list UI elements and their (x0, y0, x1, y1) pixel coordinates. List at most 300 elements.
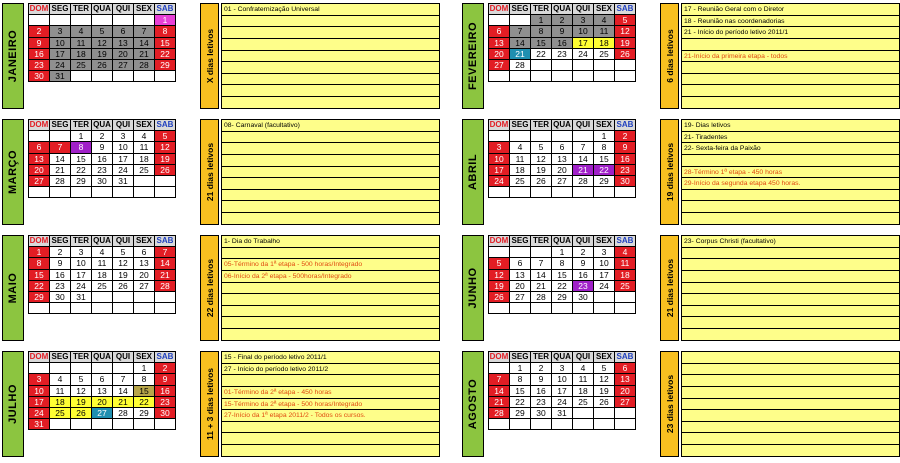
day-cell (50, 131, 71, 142)
note-line (682, 213, 899, 225)
weekday-header: SEX (594, 120, 615, 131)
weekday-header: DOM (489, 120, 509, 130)
month-block-7 (462, 351, 900, 457)
weekday-header: SEX (134, 120, 155, 131)
day-cell: 26 (92, 59, 113, 70)
day-cell: 1 (155, 15, 176, 26)
day-cell: 10 (573, 26, 594, 37)
note-line: 05-Término da 1ª etapa - 500 horas/Integrado (222, 259, 439, 271)
weekday-header: SAB (615, 4, 636, 15)
day-cell: 20 (134, 269, 155, 280)
day-cell: 5 (113, 247, 134, 258)
school-days-count (660, 119, 679, 225)
day-cell (29, 363, 50, 374)
weekday-header: SAB (615, 236, 636, 247)
day-cell: 3 (489, 142, 510, 153)
day-cell (531, 187, 552, 198)
day-cell (134, 187, 155, 198)
day-cell: 3 (50, 26, 71, 37)
day-cell: 2 (50, 247, 71, 258)
day-cell (489, 363, 510, 374)
day-cell: 12 (489, 269, 510, 280)
day-cell (29, 15, 50, 26)
weekday-header: QUI (573, 120, 594, 131)
day-cell: 13 (134, 258, 155, 269)
day-cell (594, 187, 615, 198)
day-cell: 15 (552, 269, 573, 280)
school-days-text: 19 dias letivos (664, 142, 675, 202)
month-name-label (2, 351, 24, 457)
weekday-header: SAB (615, 120, 636, 131)
note-line (682, 375, 899, 387)
day-cell (594, 303, 615, 314)
note-line (222, 422, 439, 434)
day-cell (615, 59, 636, 70)
day-cell: 17 (113, 153, 134, 164)
day-cell: 29 (510, 407, 531, 418)
day-cell: 19 (92, 48, 113, 59)
day-cell: 5 (71, 374, 92, 385)
month-notes (221, 119, 440, 225)
month-notes (681, 235, 900, 341)
month-day-grid (28, 3, 176, 82)
day-cell (510, 247, 531, 258)
school-days-count (660, 351, 679, 457)
day-cell: 1 (510, 363, 531, 374)
day-cell: 18 (573, 385, 594, 396)
day-cell (552, 187, 573, 198)
day-cell: 30 (29, 71, 50, 82)
note-line: 28-Término 1ª etapa - 450 horas (682, 167, 899, 179)
day-cell: 24 (489, 175, 510, 186)
weekday-header: QUA (93, 120, 111, 130)
weekday-header: QUI (113, 236, 134, 247)
day-cell (134, 291, 155, 302)
note-line (682, 329, 899, 341)
note-line (682, 155, 899, 167)
weekday-header: TER (71, 120, 92, 131)
note-line (682, 248, 899, 260)
weekday-header: SEG (510, 4, 531, 15)
day-cell: 20 (615, 385, 636, 396)
day-cell (71, 363, 92, 374)
day-cell: 6 (552, 142, 573, 153)
day-cell: 25 (615, 280, 636, 291)
month-name-text: JUNHO (467, 267, 479, 309)
day-cell: 31 (113, 175, 134, 186)
day-cell (155, 303, 176, 314)
day-cell: 19 (71, 396, 92, 407)
day-cell (531, 131, 552, 142)
school-days-text: 23 dias letivos (664, 374, 675, 434)
day-cell: 6 (92, 374, 113, 385)
day-cell: 12 (155, 142, 176, 153)
day-cell: 26 (71, 407, 92, 418)
day-cell: 24 (71, 280, 92, 291)
day-cell: 28 (489, 407, 510, 418)
weekday-header: QUA (93, 4, 111, 14)
day-cell: 3 (29, 374, 50, 385)
day-cell: 13 (615, 374, 636, 385)
day-cell: 23 (29, 59, 50, 70)
note-line (682, 259, 899, 271)
day-cell (71, 15, 92, 26)
note-line (222, 51, 439, 63)
note-line (682, 39, 899, 51)
day-cell (615, 303, 636, 314)
day-cell: 26 (113, 280, 134, 291)
day-cell: 15 (29, 269, 50, 280)
day-cell: 30 (50, 291, 71, 302)
note-line (682, 190, 899, 202)
day-cell: 28 (510, 59, 531, 70)
day-cell: 10 (552, 374, 573, 385)
day-cell: 21 (531, 280, 552, 291)
day-cell: 30 (92, 175, 113, 186)
school-days-count (200, 3, 219, 109)
weekday-header: QUA (553, 120, 571, 130)
note-line: 21-Início da primeira etapa - todos (682, 51, 899, 63)
day-cell: 21 (50, 164, 71, 175)
weekday-header: SEX (594, 4, 615, 15)
note-line (222, 39, 439, 51)
note-line (682, 62, 899, 74)
day-cell: 4 (615, 247, 636, 258)
day-cell: 26 (155, 164, 176, 175)
weekday-header: DOM (29, 236, 49, 246)
note-line (222, 167, 439, 179)
day-cell: 14 (531, 269, 552, 280)
weekday-header: SEX (134, 4, 155, 15)
note-line (222, 62, 439, 74)
day-cell: 28 (113, 407, 134, 418)
day-cell: 28 (134, 59, 155, 70)
month-notes (221, 351, 440, 457)
weekday-header: SAB (155, 352, 176, 363)
day-cell (510, 15, 531, 26)
day-cell (552, 131, 573, 142)
day-cell: 25 (50, 407, 71, 418)
day-cell: 6 (134, 247, 155, 258)
day-cell (155, 175, 176, 186)
note-line: 23- Corpus Christi (facultativo) (682, 236, 899, 248)
day-cell: 5 (615, 15, 636, 26)
day-cell: 2 (92, 131, 113, 142)
day-cell (489, 247, 510, 258)
note-line (682, 85, 899, 97)
note-line: 27 - Início do período letivo 2011/2 (222, 364, 439, 376)
day-cell: 2 (29, 26, 50, 37)
day-cell: 12 (531, 153, 552, 164)
weekday-header: SEG (50, 236, 71, 247)
day-cell: 17 (552, 385, 573, 396)
day-cell (594, 419, 615, 430)
note-line (682, 352, 899, 364)
day-cell: 1 (29, 247, 50, 258)
month-day-grid (28, 351, 176, 430)
day-cell: 23 (615, 164, 636, 175)
weekday-header: QUI (573, 236, 594, 247)
day-cell: 24 (29, 407, 50, 418)
month-name-label (462, 119, 484, 225)
note-line (222, 248, 439, 260)
day-cell (92, 71, 113, 82)
day-cell: 4 (510, 142, 531, 153)
day-cell (155, 71, 176, 82)
day-cell: 27 (552, 175, 573, 186)
day-cell (510, 303, 531, 314)
day-cell: 11 (92, 258, 113, 269)
note-line (682, 433, 899, 445)
note-line: 19- Dias letivos (682, 120, 899, 132)
day-cell (71, 71, 92, 82)
weekday-header: TER (531, 4, 552, 15)
day-cell: 29 (552, 291, 573, 302)
day-cell: 30 (615, 175, 636, 186)
weekday-header: DOM (489, 352, 509, 362)
weekday-header: SAB (155, 120, 176, 131)
note-line (682, 387, 899, 399)
note-line: 08- Carnaval (facultativo) (222, 120, 439, 132)
note-line (222, 375, 439, 387)
day-cell: 1 (134, 363, 155, 374)
day-cell: 20 (552, 164, 573, 175)
day-cell: 18 (615, 269, 636, 280)
day-cell: 8 (155, 26, 176, 37)
month-name-text: MAIO (7, 272, 19, 304)
day-cell: 23 (573, 280, 594, 291)
month-block-0 (2, 3, 440, 109)
day-cell: 25 (510, 175, 531, 186)
day-cell (489, 419, 510, 430)
day-cell: 30 (531, 407, 552, 418)
note-line: 27-Início da 1ª etapa 2011/2 - Todos os cursos. (222, 410, 439, 422)
month-notes (221, 235, 440, 341)
weekday-header: DOM (29, 120, 49, 130)
day-cell: 31 (552, 407, 573, 418)
day-cell (134, 175, 155, 186)
day-cell (113, 363, 134, 374)
day-cell: 17 (71, 269, 92, 280)
day-cell: 11 (50, 385, 71, 396)
day-cell: 9 (552, 26, 573, 37)
month-name-text: FEVEREIRO (467, 21, 479, 91)
weekday-header: SAB (155, 4, 176, 15)
day-cell (50, 419, 71, 430)
day-cell: 19 (489, 280, 510, 291)
school-days-count (660, 235, 679, 341)
day-cell: 7 (531, 258, 552, 269)
day-cell: 13 (489, 37, 510, 48)
day-cell: 19 (531, 164, 552, 175)
day-cell (573, 419, 594, 430)
note-line (222, 213, 439, 225)
day-cell: 9 (573, 258, 594, 269)
day-cell: 9 (155, 374, 176, 385)
day-cell (573, 71, 594, 82)
day-cell: 1 (594, 131, 615, 142)
weekday-header: DOM (489, 4, 509, 14)
day-cell: 22 (71, 164, 92, 175)
day-cell: 6 (489, 26, 510, 37)
day-cell: 19 (155, 153, 176, 164)
day-cell: 1 (531, 15, 552, 26)
day-cell: 3 (71, 247, 92, 258)
day-cell (489, 71, 510, 82)
day-cell: 29 (155, 59, 176, 70)
day-cell: 4 (134, 131, 155, 142)
day-cell: 11 (510, 153, 531, 164)
day-cell: 22 (531, 48, 552, 59)
month-name-text: AGOSTO (467, 378, 479, 430)
day-cell: 16 (552, 37, 573, 48)
month-block-3 (462, 119, 900, 225)
day-cell: 24 (594, 280, 615, 291)
day-cell: 22 (510, 396, 531, 407)
day-cell: 27 (510, 291, 531, 302)
day-cell: 23 (92, 164, 113, 175)
day-cell (615, 71, 636, 82)
day-cell: 12 (594, 374, 615, 385)
day-cell (155, 419, 176, 430)
day-cell: 29 (134, 407, 155, 418)
day-cell: 22 (155, 48, 176, 59)
day-cell (594, 407, 615, 418)
month-notes (681, 351, 900, 457)
note-line: 17 - Reunião Geral com o Diretor (682, 4, 899, 16)
day-cell: 24 (573, 48, 594, 59)
day-cell (573, 187, 594, 198)
day-cell: 11 (573, 374, 594, 385)
day-cell: 2 (531, 363, 552, 374)
day-cell: 16 (29, 48, 50, 59)
day-cell: 5 (489, 258, 510, 269)
day-cell: 27 (29, 175, 50, 186)
day-cell: 16 (573, 269, 594, 280)
day-cell: 18 (594, 37, 615, 48)
day-cell: 29 (29, 291, 50, 302)
day-cell: 16 (92, 153, 113, 164)
day-cell (531, 303, 552, 314)
note-line (222, 433, 439, 445)
day-cell: 23 (552, 48, 573, 59)
month-name-label (2, 235, 24, 341)
day-cell (531, 59, 552, 70)
day-cell: 21 (510, 48, 531, 59)
day-cell: 1 (71, 131, 92, 142)
day-cell: 9 (92, 142, 113, 153)
note-line: 01 - Confraternização Universal (222, 4, 439, 16)
day-cell: 18 (92, 269, 113, 280)
weekday-header: SEX (134, 236, 155, 247)
day-cell: 27 (113, 59, 134, 70)
day-cell: 24 (50, 59, 71, 70)
month-notes (221, 3, 440, 109)
weekday-header: SEG (510, 352, 531, 363)
day-cell: 8 (134, 374, 155, 385)
weekday-header: SEG (510, 236, 531, 247)
note-line (682, 97, 899, 109)
note-line (682, 422, 899, 434)
day-cell: 4 (573, 363, 594, 374)
note-line (682, 306, 899, 318)
note-line (222, 85, 439, 97)
day-cell: 22 (594, 164, 615, 175)
day-cell: 21 (155, 269, 176, 280)
day-cell: 20 (510, 280, 531, 291)
day-cell: 8 (552, 258, 573, 269)
day-cell: 5 (531, 142, 552, 153)
weekday-header: QUI (113, 352, 134, 363)
day-cell: 29 (594, 175, 615, 186)
day-cell: 13 (510, 269, 531, 280)
day-cell: 28 (50, 175, 71, 186)
note-line: 15-Término da 2ª etapa - 500 horas/Integrado (222, 399, 439, 411)
day-cell: 18 (134, 153, 155, 164)
day-cell: 10 (113, 142, 134, 153)
school-days-count (200, 351, 219, 457)
weekday-header: QUI (113, 120, 134, 131)
day-cell: 7 (510, 26, 531, 37)
day-cell: 11 (134, 142, 155, 153)
note-line: 1- Dia do Trabalho (222, 236, 439, 248)
day-cell: 27 (134, 280, 155, 291)
day-cell: 1 (552, 247, 573, 258)
day-cell: 10 (594, 258, 615, 269)
day-cell (489, 131, 510, 142)
day-cell: 13 (113, 37, 134, 48)
note-line (222, 317, 439, 329)
day-cell: 23 (155, 396, 176, 407)
day-cell: 8 (510, 374, 531, 385)
day-cell: 15 (531, 37, 552, 48)
school-days-text: 6 dias letivos (664, 29, 675, 83)
weekday-header: TER (531, 236, 552, 247)
month-name-label (462, 3, 484, 109)
day-cell: 8 (71, 142, 92, 153)
day-cell: 10 (50, 37, 71, 48)
note-line (222, 74, 439, 86)
day-cell (71, 187, 92, 198)
day-cell: 23 (50, 280, 71, 291)
day-cell (552, 303, 573, 314)
month-day-grid (28, 235, 176, 314)
weekday-header: QUA (93, 352, 111, 362)
day-cell (134, 303, 155, 314)
month-name-text: JULHO (7, 384, 19, 424)
note-line (222, 190, 439, 202)
school-days-text: X dias letivos (204, 28, 215, 84)
day-cell: 16 (50, 269, 71, 280)
note-line (222, 132, 439, 144)
month-block-2 (2, 119, 440, 225)
month-name-label (462, 351, 484, 457)
note-line (222, 306, 439, 318)
weekday-header: SEG (510, 120, 531, 131)
day-cell: 11 (71, 37, 92, 48)
weekday-header: QUI (573, 352, 594, 363)
day-cell (510, 131, 531, 142)
day-cell: 29 (71, 175, 92, 186)
day-cell: 26 (531, 175, 552, 186)
day-cell: 17 (29, 396, 50, 407)
day-cell: 20 (113, 48, 134, 59)
day-cell: 18 (510, 164, 531, 175)
weekday-header: TER (531, 120, 552, 131)
note-line (222, 283, 439, 295)
day-cell: 8 (29, 258, 50, 269)
school-days-text: 21 dias letivos (204, 142, 215, 202)
